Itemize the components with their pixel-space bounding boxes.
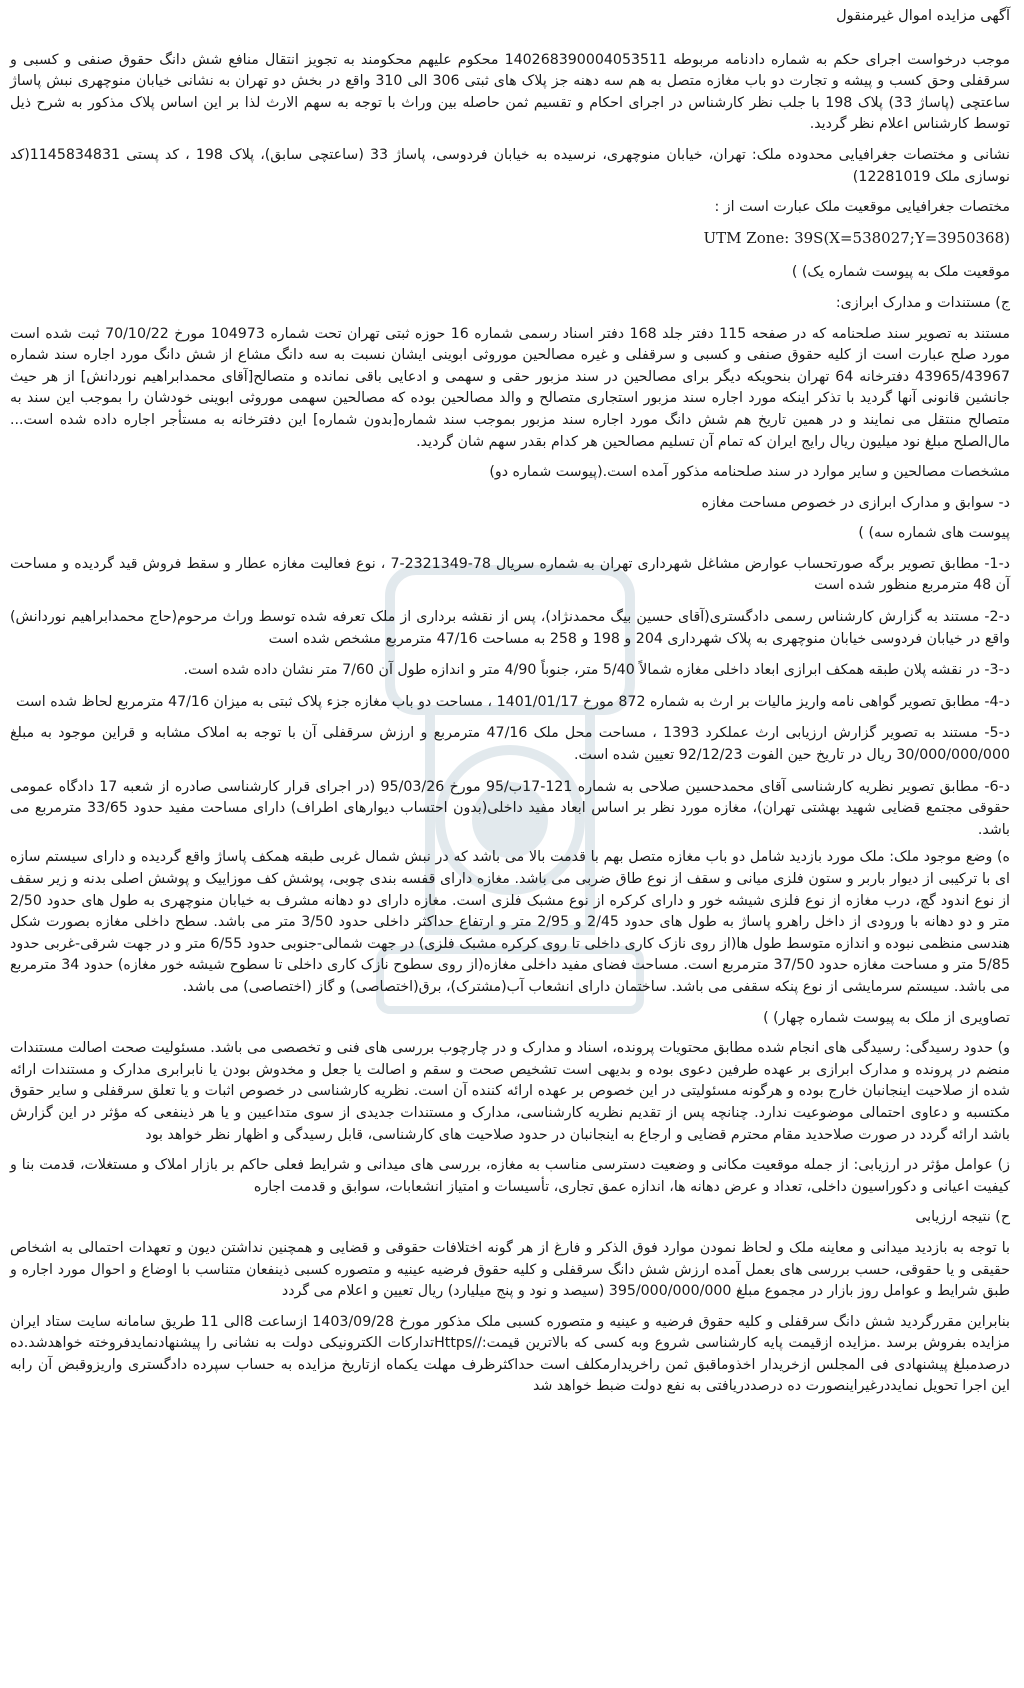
section-v-scope: و) حدود رسیدگی: رسیدگی های انجام شده مطابق محتویات پرونده، اسناد و مدارک و در چارچوب بررسی های فنی و تخصصی می باشد. مسئولیت صحت اصالت مستندات منضم در پرونده و مدارک ابرازی بر عهده طرفین دعوی بوده و بدیهی است تشخیص صحت و سقم و اصالت یا جعل و مخدوش بودن یا نابرابری مدارک و مستندات ارائه شده از صلاحیت اینجانبان خارج بوده و هرگونه مسئولیتی در این خصوص بر عهده ارائه کننده آن است. نظریه کارشناسی در خصوص اثبات و یا تعلق سرقفلی و سایر حقوق مکتسبه و دعاوی احتمالی موضوعیت ندارد. چنانچه پس از تقدیم نظریه کارشناسی، مدارک و مستندات جدیدی از سوی متداعیین و یا هر ذینفعی که مؤثر در این گزارش باشد ارائه گردد در صورت صلاحدید مقام محترم قضایی و ارجاع به اینجانبان در حدود صلاحیت های کارشناسی، قابل رسیدگی و اظهار نظر خواهد بود xyxy=(10,1040,1010,1143)
result-paragraph: با توجه به بازدید میدانی و معاینه ملک و لحاظ نمودن موارد فوق الذکر و فارغ از هر گونه اختلافات حقوقی و قضایی و همچنین نداشتن دیون و تعهدات احتمالی به اشخاص حقیقی و یا حقوقی، حسب بررسی های بعمل آمده ارزش شش دانگ سرقفلی و کلیه حقوق فرضیه عینیه و متصوره کسبی ذینفعان متناسب با اوضاع و احوال مورد اجاره و طبق شرایط و عوامل روز بازار در مجموع مبلغ 395/000/000/000 (سیصد و نود و پنج میلیارد) ریال تعیین و اعلام می گردد xyxy=(10,1239,1010,1300)
item-d5: د-5- مستند به تصویر گزارش ارزیابی ارث عملکرد 1393 ، مساحت محل ملک 47/16 مترمربع و ارزش سرقفلی آن با توجه به املاک مشابه و قراین موجود به مبلغ 30/000/000/000 ریال در تاریخ حین الفوت 92/12/23 تعیین شده است. xyxy=(10,725,1010,764)
result-heading: ح) نتیجه ارزیابی xyxy=(915,1209,1010,1226)
notice-title: آگهی مزایده اموال غیرمنقول xyxy=(836,8,1010,24)
item-d2: د-2- مستند به گزارش کارشناس رسمی دادگستری(آقای حسین بیگ محمدنژاد)، پس از نقشه برداری از ملک تعرفه شده توسط وراث مرحوم(حاج محمدابراهیم نوردانش) واقع در خیابان فردوسی خیابان منوچهری به پلاک شهرداری 204 و 198 و 258 به مساحت 47/16 مترمربع مشخص شده است xyxy=(10,609,1010,647)
section-z-factors: ز) عوامل مؤثر در ارزیابی: از جمله موقعیت مکانی و وضعیت دسترسی مناسب به مغازه، بررسی های میدانی و شرایط فعلی حاکم بر بازار املاک و مستغلات، قدمت بنا و کیفیت اعیانی و دکوراسیون داخلی، تعداد و عرض دهانه ها، اندازه عمق تجاری، تأسیسات و امتیاز انشعابات، سوابق و قدمت اجاره xyxy=(10,1157,1010,1195)
deed-note: مشخصات مصالحین و سایر موارد در سند صلحنامه مذکور آمده است.(پیوست شماره دو) xyxy=(489,464,1010,481)
deed-paragraph: مستند به تصویر سند صلحنامه که در صفحه 115 دفتر جلد 168 دفتر اسناد رسمی شماره 16 حوزه ثبتی تهران تحت شماره 104973 مورخ 70/10/22 ثبت شده است مورد صلح عبارت است از کلیه حقوق صنفی و کسبی و سرقفلی و غیره مصالحین موروثی ابوینی ایشان نسبت به سه دانگ مشاع از شش دانگ مورد اجاره سند شماره 43965/43967 دفترخانه 64 تهران بنحویکه دیگر برای مصالحین در سند مزبور حقی و سهمی و ادعایی باقی نمانده و متصالح[آقای محمدابراهیم نوردانش] از هر حیث جانشین قانونی آنها گردید با تذکر اینکه مورد اجاره سند مزبور استجاری متصالح و والد مصالحین بوده که مصالحین سهمی موروثی ابوینی خودشان را بموجب این سند به متصالح منتقل می نمایند و در همین تاریخ هم شش دانگ مورد اجاره سند مزبور بموجب سند شماره[بدون شماره] این دفترخانه به مستأجر اجاره داده شده است... مال‌الصلح مبلغ نود میلیون ریال رایج ایران که تمام آن تسلیم مصالحین هر کدام بقدر سهم شان گردید. xyxy=(10,325,1010,450)
address-paragraph: نشانی و مختصات جغرافیایی محدوده ملک: تهران، خیابان منوچهری، نرسیده به خیابان فردوسی، پاساژ 33 (ساعتچی سابق)، پلاک 198 ، کد پستی 1145834831(کد نوسازی ملک 12281019) xyxy=(10,146,1011,185)
item-d6: د-6- مطابق تصویر نظریه کارشناسی آقای محمدحسین صلاحی به شماره 121-17ب/95 مورخ 95/03/26 (در اجرای قرار کارشناسی صادره از شعبه 17 دادگاه عمومی حقوقی مجتمع قضایی شهید بهشتی تهران)، مغازه مورد نظر بر اساس ابعاد مفید داخلی(بدون احتساب دیوارهای اطراف) دارای مساحت مفید حدود 33/65 مترمربع می باشد. xyxy=(10,778,1010,838)
item-d4: د-4- مطابق تصویر گواهی نامه واریز مالیات بر ارث به شماره 872 مورخ 1401/01/17 ، مساحت دو باب مغازه جزء پلاک ثبتی به میزان 47/16 مترمربع لحاظ شده است xyxy=(15,693,1010,710)
section-c-heading: ج) مستندات و مدارک ابرازی: xyxy=(835,294,1010,311)
annex-3: پیوست های شماره سه) ) xyxy=(858,525,1010,542)
item-d1: د-1- مطابق تصویر برگه صورتحساب عوارض مشاغل شهرداری تهران به شماره سریال 78-2321349-7 ، نوع فعالیت مغازه عطار و سقط فروش قید گردیده و مساحت آن 48 مترمربع منظور شده است xyxy=(10,555,1010,594)
images-annex: تصاویری از ملک به پیوست شماره چهار) ) xyxy=(763,1009,1010,1026)
final-paragraph: بنابراین مقررگردید شش دانگ سرقفلی و کلیه حقوق فرضیه و عینیه و متصوره کسبی ملک مذکور مورخ 1403/09/28 ازساعت 8الی 11 طریق سامانه سایت ستاد ایران مزایده بفروش برسد .مزایده ازقیمت پایه کارشناسی شروع وبه کسی که بالاترین قیمت://Httpsتدارکات الکترونیکی دولت به نشانی را پیشنهادنمایدفروخته خواهدشد.ده درصدمبلغ پیشنهادی فی المجلس ازخریدار اخذوماقبق ثمن راخریدارمکلف است حداکثرظرف مهلت یکماه ازتاریخ مزایده به حساب سپرده دادگستری واریزوقبض آن رابه این اجرا تحویل نمایددرغیراینصورت ده درصددریافتی به نفع دولت ضبط خواهد شد xyxy=(10,1313,1010,1395)
section-d-heading: د- سوابق و مدارک ابرازی در خصوص مساحت مغازه xyxy=(701,494,1010,511)
item-d3: د-3- در نقشه پلان طبقه همکف ابرازی ابعاد داخلی مغازه شمالاً 5/40 متر، جنوباً 4/90 متر و اندازه طول آن 7/60 متر نشان داده شده است. xyxy=(183,662,1010,679)
utm-coordinates: UTM Zone: 39S(X=538027;Y=3950368) xyxy=(703,228,1010,247)
geo-heading: مختصات جغرافیایی موقعیت ملک عبارت است از : xyxy=(714,199,1010,216)
section-h-current-state: ه) وضع موجود ملک: ملک مورد بازدید شامل دو باب مغازه متصل بهم با قدمت بالا می باشد که در نبش شمال غربی طبقه همکف پاساژ واقع گردیده و دارای سیستم سازه ای با ترکیبی از دیوار باربر و ستون فلزی میانی و سقف از نوع طاق ضربی می باشد. مغازه دارای قفسه بندی چوبی، پوشش کف موزاییک و پوشش اصلی بدنه و زیر سقف از نوع اندود گچ، درب مغازه از نوع فلزی شیشه خور و دارای کرکره از نوع مشبک فلزی است. مغازه دارای دو دهانه مشرف به خیابان منوچهری به طول های حدود 2/50 متر و دو دهانه با ورودی از داخل راهرو پاساژ به طول های حدود 2/45 و 2/95 متر و ارتفاع حداکثر داخلی حدود 3/50 متر می باشد. سطح داخلی مغازه بصورت شکل هندسی منظمی نبوده و اندازه متوسط طول ها(از روی نازک کاری داخلی تا روی کرکره مشبک فلزی) در جهت شمالی-جنوبی حدود 6/55 متر و در جهت شرقی-غربی حدود 5/85 متر و مساحت مغازه حدود 37/50 مترمربع است. مساحت فضای مفید داخلی مغازه(از روی سطوح نازک کاری داخلی تا سطوح شیشه خور مغازه) حدود 34 مترمربع می باشد. سیستم سرمایشی از نوع پنکه سقفی می باشد. ساختمان دارای انشعاب آب(مشترک)، برق(اختصاصی) و گاز (اختصاصی) می باشد. xyxy=(10,849,1011,995)
location-annex: موقعیت ملک به پیوست شماره یک) ) xyxy=(791,264,1010,281)
intro-paragraph: موجب درخواست اجرای حکم به شماره دادنامه مربوطه 140268390004053511 محکوم علیهم محکومند به تجویز انتقال منافع شش دانگ حقوق صنفی و کسبی و سرقفلی وحق کسب و پیشه و تجارت دو باب مغازه متصل به هم سه دهنه جز پلاک های ثبتی 306 الی 310 واقع در بخش دو تهران به نشانی خیابان منوچهری نبش پاساژ ساعتچی (پاساژ 33) پلاک 198 با جلب نظر کارشناس در اجرای احکام و تقسیم ثمن حاصله بین وراث با توجه به سهم الارث لذا بر این اساس پلاک مذکور به شرح ذیل توسط کارشناس اعلام نظر گردید. xyxy=(10,51,1010,133)
